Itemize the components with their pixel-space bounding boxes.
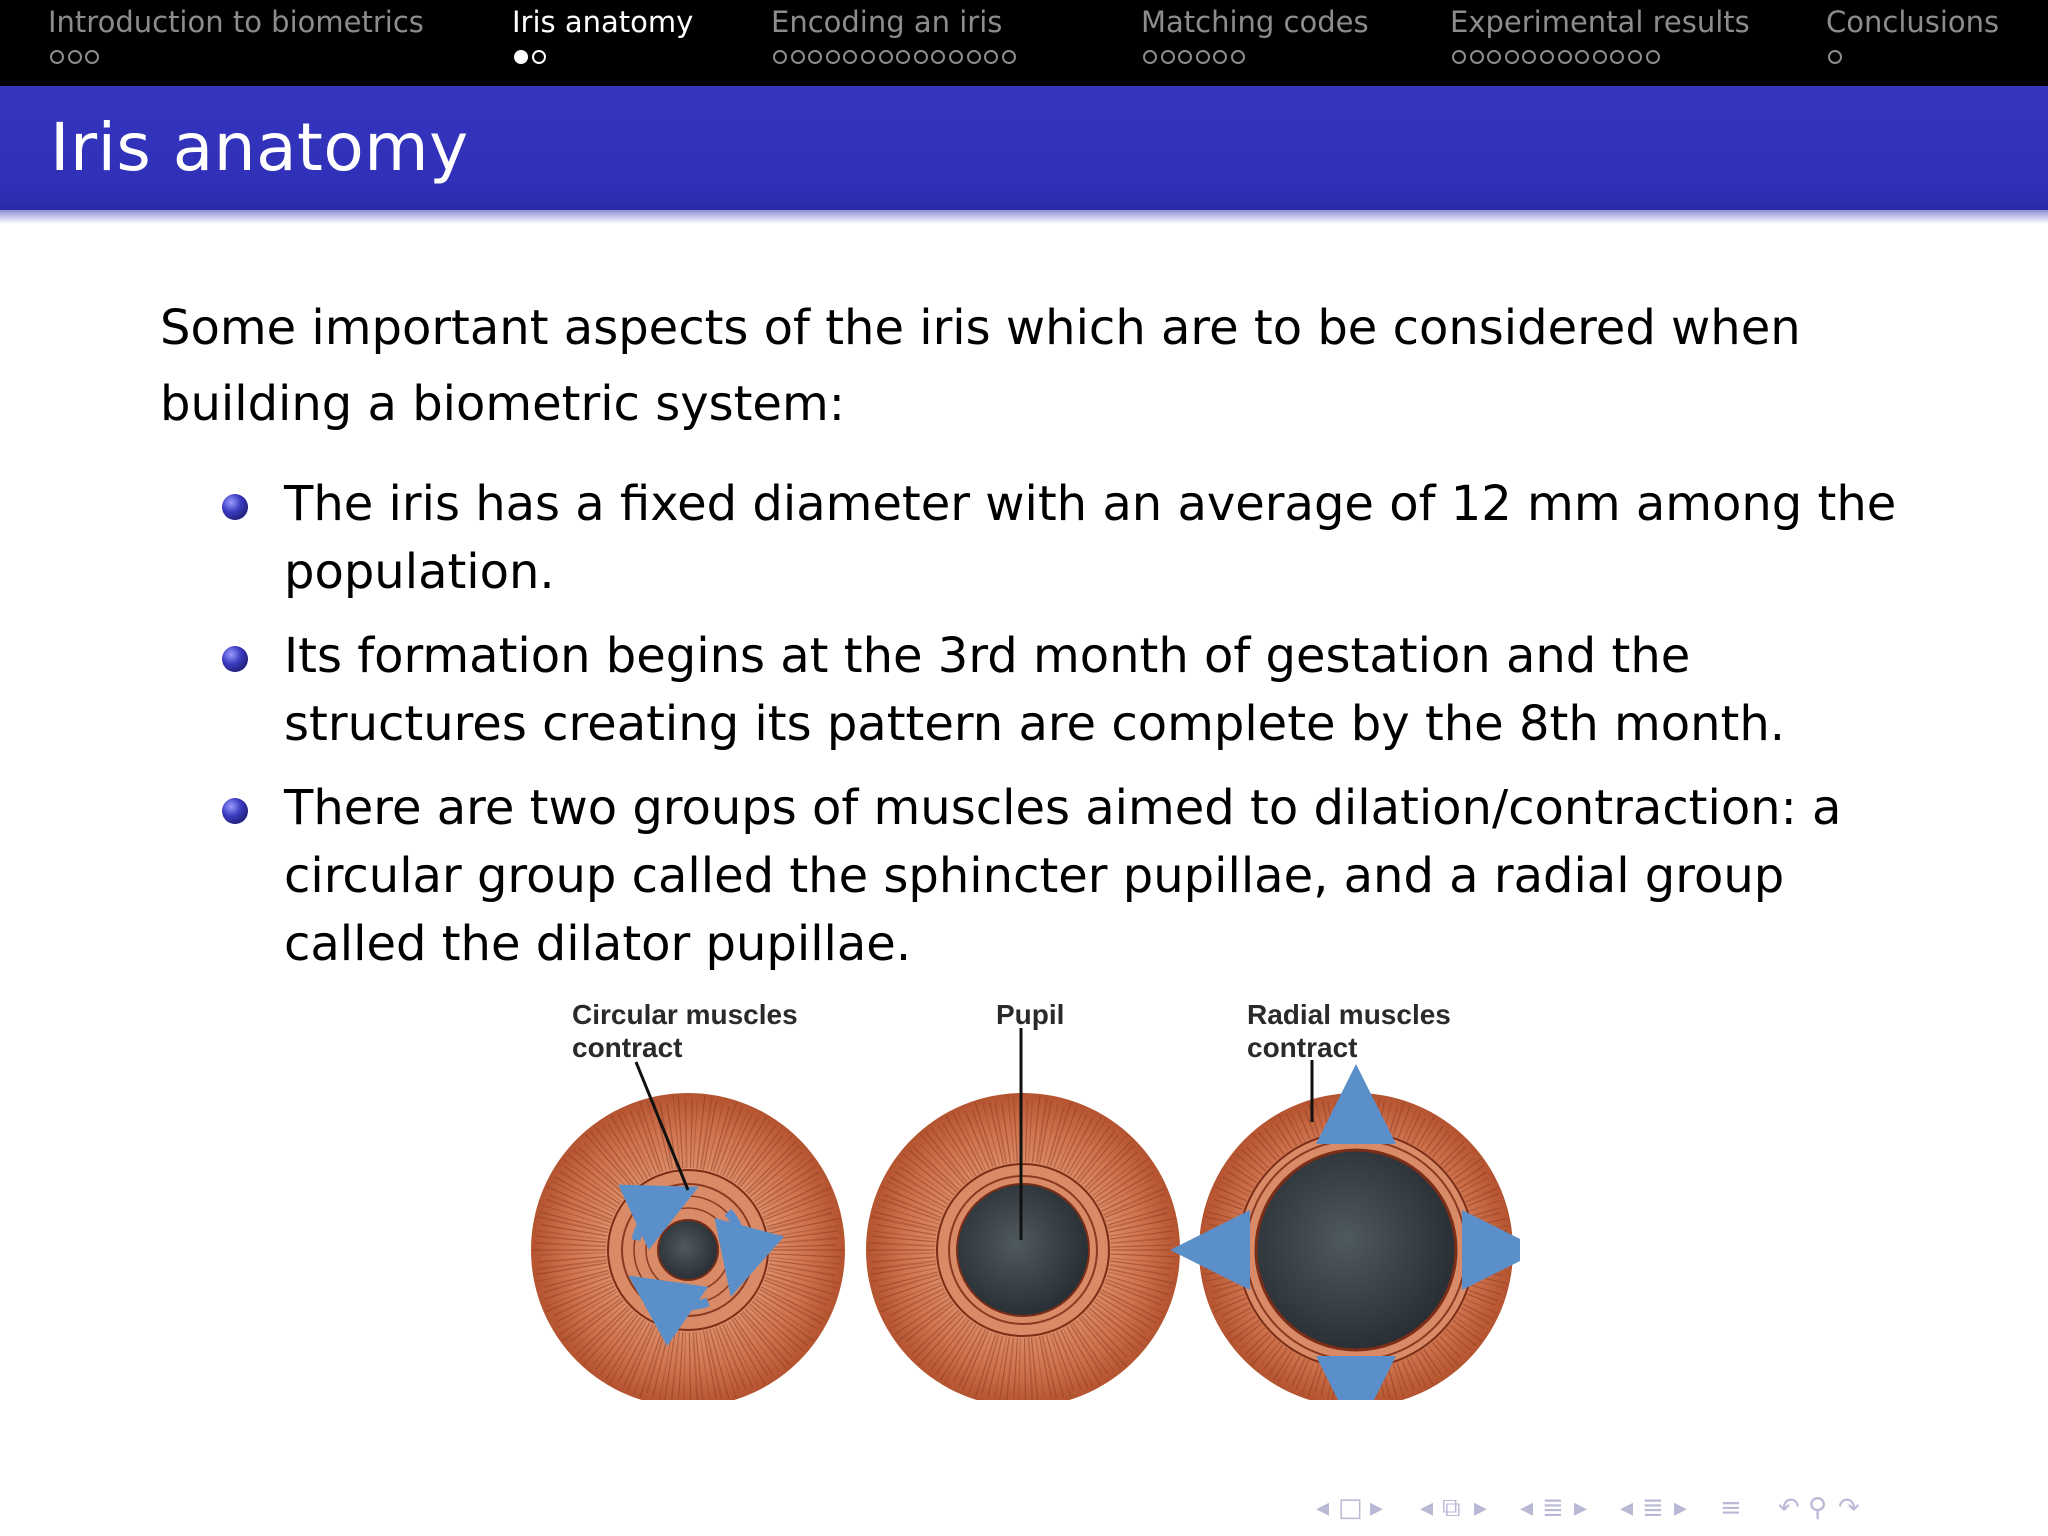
nav-section-iris-anatomy[interactable] [512,0,693,44]
frame-dots [1452,50,1663,70]
nav-section-title[interactable]: Iris anatomy [512,5,694,39]
frame-dot[interactable] [1196,50,1210,64]
frame-icon[interactable]: □ [1338,1493,1363,1523]
bullet-ball-icon [222,646,248,672]
page-title: Iris anatomy [50,109,469,186]
frame-dots [50,50,103,70]
frame-dot[interactable] [808,50,822,64]
frame-dot[interactable] [1610,50,1624,64]
pupil-small [658,1220,718,1280]
frame-dot[interactable] [85,50,99,64]
nav-section-conclusions[interactable] [1826,0,1999,44]
nav-section-title[interactable]: Experimental results [1450,5,1750,39]
frame-dot[interactable] [843,50,857,64]
frame-dots [773,50,1019,70]
frame-dot[interactable] [1628,50,1642,64]
arrow-left-icon[interactable]: ◂ [1420,1493,1434,1523]
frame-dots [514,50,549,70]
frame-dot[interactable] [967,50,981,64]
arrow-right-icon[interactable]: ▸ [1370,1493,1384,1523]
frame-dot[interactable] [949,50,963,64]
bullet-text: There are two groups of muscles aimed to dilation/contraction: a circular group called the sphincter pupillae, and a radial group called the dilator pupillae. [284,780,1842,972]
frame-dot[interactable] [1646,50,1660,64]
nav-section-encoding[interactable] [771,0,1002,44]
nav-section-experimental[interactable] [1450,0,1750,44]
iris-diagrams [520,990,1520,1400]
arrow-right-icon[interactable]: ▸ [1574,1493,1588,1523]
bullet-list [160,470,1940,994]
label-radial-muscles: Radial muscles contract [1247,999,1451,1063]
frame-dot[interactable] [1487,50,1501,64]
frame-dot[interactable] [514,50,528,64]
frame-dot[interactable] [1828,50,1842,64]
label-pupil: Pupil [996,999,1065,1030]
iris-normal [866,1028,1180,1400]
bullet-text: The iris has a fixed diameter with an average of 12 mm among the population. [284,476,1897,600]
title-bar-shadow [0,210,2048,224]
frame-dot[interactable] [68,50,82,64]
frame-dot[interactable] [931,50,945,64]
frame-dot[interactable] [1002,50,1016,64]
arrow-left-icon[interactable]: ◂ [1520,1493,1534,1523]
pupil-medium [957,1184,1089,1316]
nav-section-title[interactable]: Introduction to biometrics [48,5,424,39]
frame-dot[interactable] [773,50,787,64]
beamer-navigation-symbols [1308,1488,2028,1528]
nav-section-title[interactable]: Encoding an iris [771,5,1003,39]
arrow-right-icon[interactable]: ▸ [1674,1493,1688,1523]
frame-dot[interactable] [896,50,910,64]
arrow-left-icon[interactable]: ◂ [1620,1493,1634,1523]
frame-dot[interactable] [532,50,546,64]
frame-title-bar [0,86,2048,210]
frame-dot[interactable] [1540,50,1554,64]
bullet-text: Its formation begins at the 3rd month of gestation and the structures creating its pattern are complete by the 8th month. [284,628,1786,752]
frame-dot[interactable] [984,50,998,64]
bullet-ball-icon [222,494,248,520]
undo-icon[interactable]: ↶ [1778,1493,1800,1523]
section-icon[interactable]: ≣ [1542,1493,1564,1523]
frame-dot[interactable] [1143,50,1157,64]
muscle-fiber [685,1098,686,1168]
iris-dilated [1199,1060,1513,1400]
frame-dot[interactable] [914,50,928,64]
intro-paragraph: Some important aspects of the iris which are to be considered when building a biometric system: [160,300,1801,432]
iris-muscles-figure [520,990,1520,1400]
frame-dot[interactable] [791,50,805,64]
align-icon[interactable]: ≡ [1720,1493,1742,1523]
nav-section-matching[interactable] [1141,0,1369,44]
frame-dot[interactable] [1558,50,1572,64]
frame-dot[interactable] [1231,50,1245,64]
frame-dot[interactable] [1593,50,1607,64]
frame-dot[interactable] [861,50,875,64]
frame-dot[interactable] [1161,50,1175,64]
frame-dot[interactable] [1522,50,1536,64]
frame-dot[interactable] [1575,50,1589,64]
subsection-icon[interactable]: ⧉ [1442,1493,1461,1523]
frame-dot[interactable] [1452,50,1466,64]
pupil-large [1256,1150,1456,1350]
list-item [160,470,1940,606]
nav-section-title[interactable]: Conclusions [1826,5,2000,39]
list-item [160,622,1940,758]
frame-dot[interactable] [879,50,893,64]
iris-constricted [531,1062,845,1400]
arrow-right-icon[interactable]: ▸ [1474,1493,1488,1523]
search-icon[interactable]: ⚲ [1808,1493,1828,1523]
list-item [160,774,1940,978]
frame-dot[interactable] [1505,50,1519,64]
frame-dot[interactable] [50,50,64,64]
nav-section-introduction[interactable] [48,0,424,44]
frame-dot[interactable] [826,50,840,64]
bullet-ball-icon [222,798,248,824]
redo-icon[interactable]: ↷ [1838,1493,1860,1523]
frame-dot[interactable] [1178,50,1192,64]
label-circular-muscles: Circular muscles contract [572,999,798,1063]
frame-dots [1828,50,1846,70]
section-navigation [0,0,2048,86]
arrow-left-icon[interactable]: ◂ [1316,1493,1330,1523]
frame-dot[interactable] [1213,50,1227,64]
nav-section-title[interactable]: Matching codes [1141,5,1369,39]
frame-dot[interactable] [1470,50,1484,64]
document-icon[interactable]: ≣ [1642,1493,1664,1523]
frame-dots [1143,50,1249,70]
